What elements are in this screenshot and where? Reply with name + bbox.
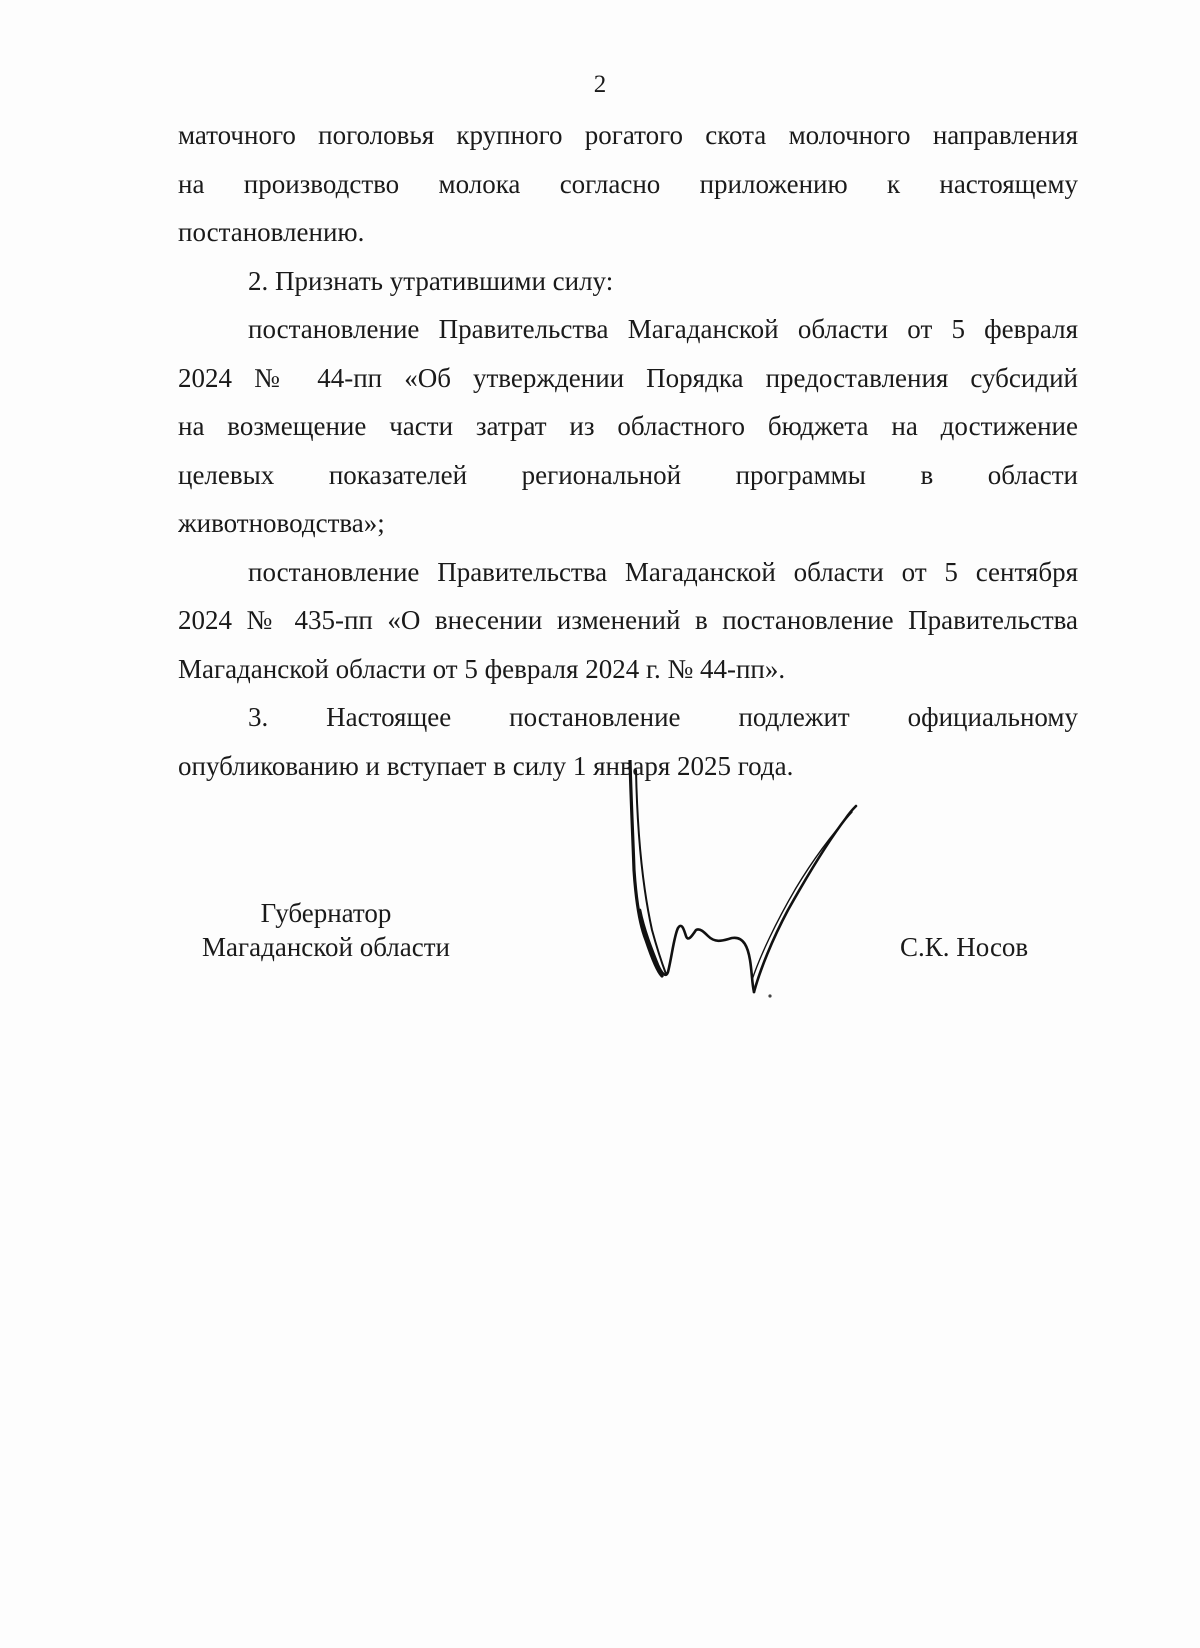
text-line: на производство молока согласно приложению к настоящему — [178, 168, 1078, 199]
text-line: животноводства»; — [178, 508, 385, 538]
page-number: 2 — [593, 71, 607, 98]
text-line: целевых показателей региональной программы в области — [178, 459, 1078, 490]
text-line: маточного поголовья крупного рогатого скота молочного направления — [178, 120, 1078, 150]
signatory-name: С.К. Носов — [900, 932, 1029, 962]
text-line: на возмещение части затрат из областного бюджета на достижение — [178, 411, 1078, 441]
text-line: опубликованию и вступает в силу 1 января 2025 года. — [178, 750, 794, 781]
text-line: постановление Правительства Магаданской области от 5 сентября — [248, 556, 1078, 587]
text-line: Магаданской области от 5 февраля 2024 г. № 44-пп». — [178, 653, 786, 684]
text-line: 2024 № 435-пп «О внесении изменений в постановление Правительства — [178, 605, 1078, 635]
text-line: 2024 № 44-пп «Об утверждении Порядка предоставления субсидий — [178, 362, 1078, 393]
text-line: 3. Настоящее постановление подлежит официальному — [248, 702, 1078, 732]
text-line: 2. Признать утратившими силу: — [248, 265, 614, 296]
text-line: постановлению. — [178, 217, 365, 247]
signatory-title-line-1: Губернатор — [260, 898, 392, 928]
text-line: постановление Правительства Магаданской области от 5 февраля — [248, 314, 1078, 344]
signatory-title — [186, 896, 466, 964]
signatory-title-line-2: Магаданской области — [202, 932, 450, 962]
handwritten-signature — [600, 760, 880, 1000]
